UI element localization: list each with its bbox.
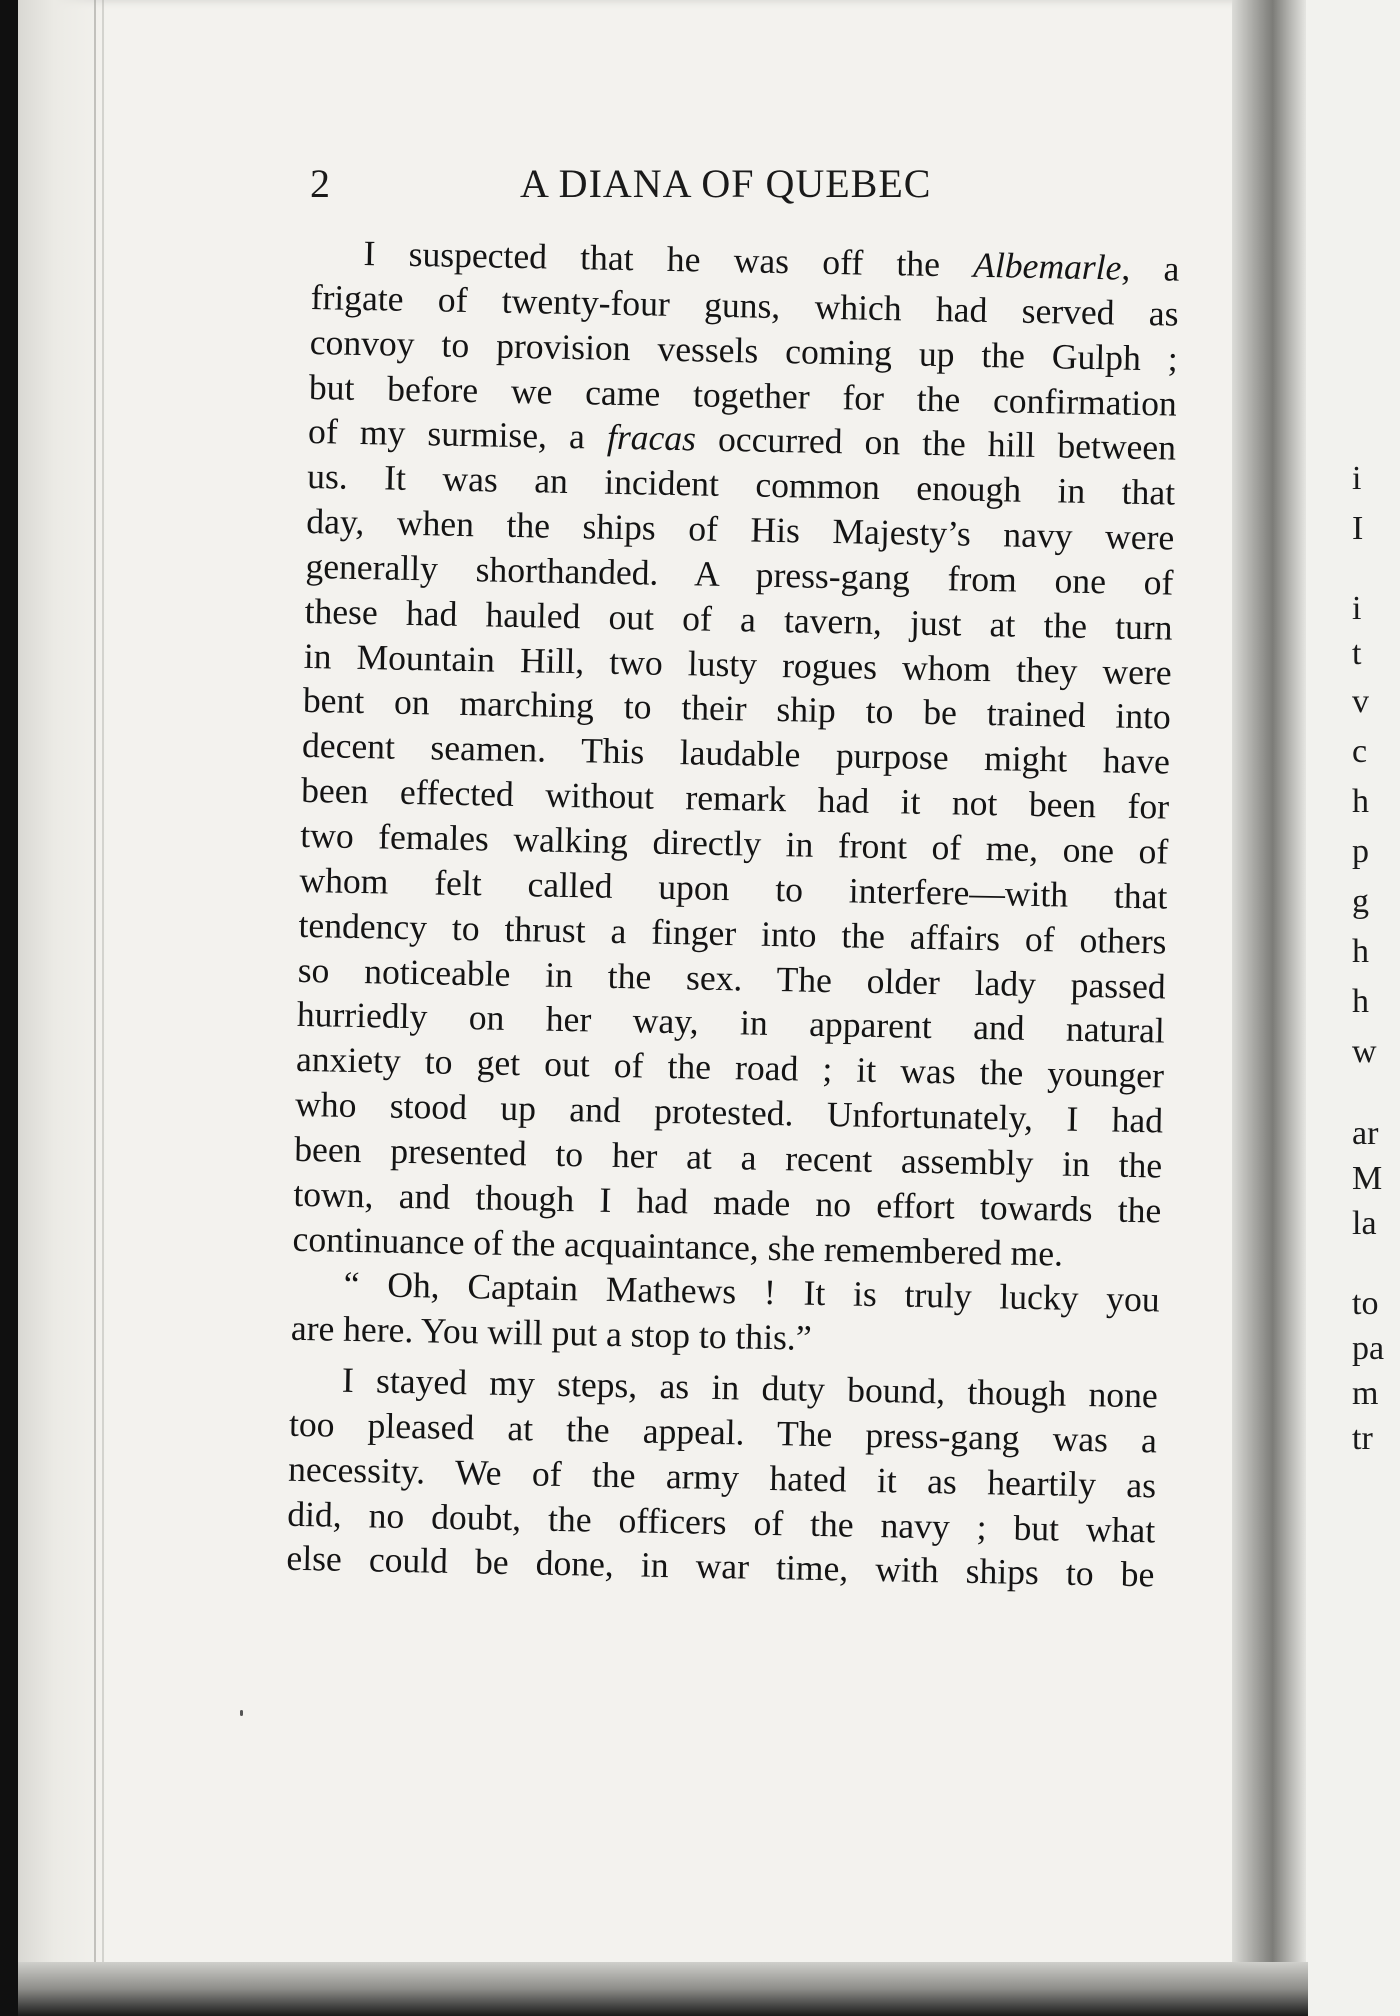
text-line: necessity. We of the army hated it as heartily as <box>287 1448 1157 1506</box>
page-number: 2 <box>310 161 331 206</box>
text-line: frigate of twenty-four guns, which had served as <box>310 276 1179 334</box>
text-line: who stood up and protested. Unfortunately, I had <box>294 1083 1164 1141</box>
text-run: I suspected that he was off the <box>363 232 974 285</box>
text-line: but before we came together for the confirmation <box>308 366 1178 424</box>
facing-page-fragment: h <box>1352 933 1369 970</box>
text-line: hurriedly on her way, in apparent and natural <box>296 994 1166 1051</box>
text-line: whom felt called upon to interfere—with that <box>299 859 1168 917</box>
facing-page-fragment: pa <box>1352 1330 1385 1367</box>
text-line: else could be done, in war time, with ships to be <box>286 1538 1155 1595</box>
facing-page-fragment: m <box>1352 1375 1379 1412</box>
text-line: two females walking directly in front of me, one of <box>300 814 1169 872</box>
text-line: been effected without remark had it not been for <box>300 770 1170 827</box>
facing-page-fragment: ar <box>1352 1115 1379 1152</box>
text-line: convoy to provision vessels coming up the Gulph ; <box>309 321 1179 379</box>
text-line: “ Oh, Captain Mathews ! It is truly lucky you <box>343 1264 1161 1320</box>
running-title: A DIANA OF QUEBEC <box>520 161 932 206</box>
book-gutter <box>1232 0 1306 2016</box>
text-line: tendency to thrust a finger into the affairs of others <box>298 904 1167 962</box>
facing-page-fragment: w <box>1352 1033 1377 1070</box>
facing-page-fragment: h <box>1352 783 1369 820</box>
text-line: day, when the ships of His Majesty’s navy were <box>306 501 1175 558</box>
facing-page-fragment: M <box>1352 1160 1383 1197</box>
scan-left-border <box>0 0 18 2016</box>
text-line: decent seamen. This laudable purpose might have <box>301 725 1171 782</box>
page-edge-line <box>94 0 96 2016</box>
facing-page-fragment: la <box>1352 1205 1377 1242</box>
text-line: did, no doubt, the officers of the navy ; but what <box>286 1493 1156 1551</box>
text-run: occurred on the hill between <box>695 418 1177 468</box>
text-line: town, and though I had made no effort towards the <box>293 1173 1162 1231</box>
text-line: been presented to her at a recent assembly in the <box>293 1128 1163 1186</box>
facing-page-fragment: tr <box>1352 1420 1373 1457</box>
facing-page-fragment: to <box>1352 1285 1379 1322</box>
page-edge-line <box>102 0 104 2016</box>
text-line: are here. You will put a stop to this.” <box>290 1308 812 1359</box>
text-line: so noticeable in the sex. The older lady passed <box>297 949 1167 1007</box>
text-run: of my surmise, a <box>307 411 608 458</box>
facing-page-fragment: c <box>1352 733 1368 770</box>
text-line: bent on marching to their ship to be trained into <box>302 680 1172 738</box>
facing-page-fragment: h <box>1352 983 1369 1020</box>
scan-speck <box>240 1710 243 1716</box>
facing-page-fragment: t <box>1352 635 1362 672</box>
italic-term: fracas <box>606 417 697 459</box>
facing-page-fragment: g <box>1352 883 1369 920</box>
text-run: , a <box>1121 247 1180 289</box>
text-line: too pleased at the appeal. The press-gang was a <box>288 1403 1158 1461</box>
facing-page-fragment: I <box>1352 510 1364 547</box>
text-line: these had hauled out of a tavern, just at the turn <box>304 590 1173 648</box>
facing-page-fragment: p <box>1352 833 1369 870</box>
facing-page-fragment: i <box>1352 590 1362 627</box>
text-line: continuance of the acquaintance, she remembered me. <box>292 1218 1064 1274</box>
body-text <box>286 230 1180 1598</box>
text-line: us. It was an incident common enough in that <box>306 456 1176 513</box>
text-line: in Mountain Hill, two lusty rogues whom they were <box>303 635 1173 693</box>
text-line: anxiety to get out of the road ; it was the younger <box>295 1039 1165 1096</box>
text-line: I stayed my steps, as in duty bound, though none <box>341 1359 1159 1416</box>
page-bottom-edge <box>18 1962 1308 2016</box>
facing-page-fragment: i <box>1352 460 1362 497</box>
facing-page-fragment: v <box>1352 683 1369 720</box>
text-line: generally shorthanded. A press-gang from one of <box>305 545 1174 603</box>
italic-term: Albemarle <box>972 244 1122 288</box>
